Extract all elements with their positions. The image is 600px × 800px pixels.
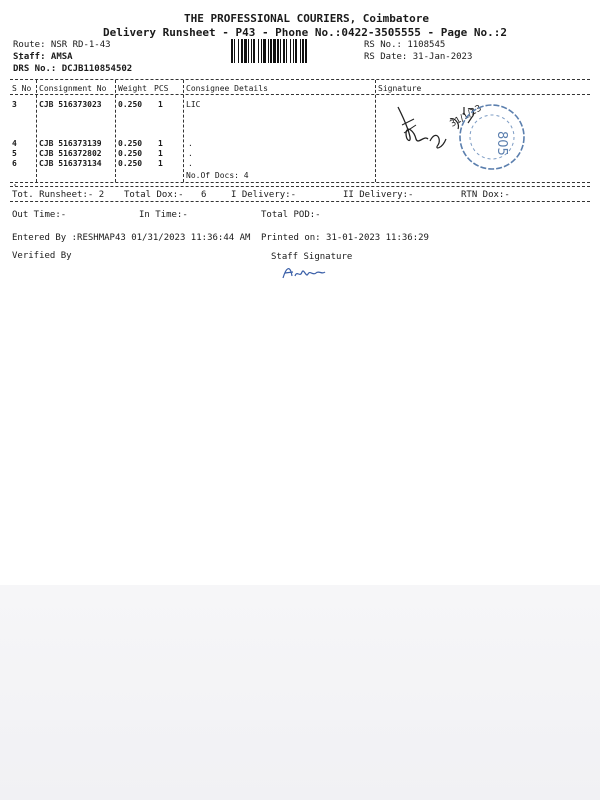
row-pcs: 1 bbox=[158, 139, 163, 148]
row-weight: 0.250 bbox=[118, 159, 143, 168]
barcode-bar bbox=[295, 39, 297, 63]
row-weight: 0.250 bbox=[118, 100, 143, 109]
totals-bottom-rule bbox=[10, 201, 590, 202]
barcode-bar bbox=[238, 39, 239, 63]
barcode-bar bbox=[244, 39, 247, 63]
row-sno: 4 bbox=[12, 139, 17, 148]
no-of-docs: No.Of Docs: 4 bbox=[186, 171, 249, 180]
staff-signature-label: Staff Signature bbox=[271, 252, 353, 262]
row-consignment: CJB 516373134 bbox=[39, 159, 102, 168]
company-title: THE PROFESSIONAL COURIERS, Coimbatore bbox=[184, 12, 430, 25]
drs-number: DRS No.: DCJB110854502 bbox=[13, 64, 133, 74]
column-header-weight: Weight bbox=[118, 84, 147, 93]
barcode bbox=[230, 39, 356, 63]
barcode-bar bbox=[268, 39, 269, 63]
row-consignee: LIC bbox=[186, 100, 201, 109]
barcode-bar bbox=[302, 39, 304, 63]
rs-date: RS Date: 31-Jan-2023 bbox=[364, 52, 473, 62]
row-weight: 0.250 bbox=[118, 139, 143, 148]
barcode-bar bbox=[241, 39, 243, 63]
row-consignment: CJB 516372802 bbox=[39, 149, 102, 158]
row-sno: 3 bbox=[12, 100, 17, 109]
barcode-bar bbox=[231, 39, 233, 63]
column-divider bbox=[115, 80, 116, 182]
barcode-bar bbox=[280, 39, 281, 63]
rs-number: RS No.: 1108545 bbox=[364, 40, 446, 50]
column-divider bbox=[183, 80, 184, 182]
total-runsheet: Tot. Runsheet:- 2 bbox=[12, 190, 105, 200]
barcode-bar bbox=[263, 39, 266, 63]
barcode-bar bbox=[273, 39, 276, 63]
runsheet-subtitle: Delivery Runsheet - P43 - Phone No.:0422-3505555 - Page No.:2 bbox=[103, 26, 507, 39]
column-divider bbox=[375, 80, 376, 182]
barcode-bar bbox=[290, 39, 291, 63]
row-sno: 6 bbox=[12, 159, 17, 168]
office-stamp bbox=[455, 100, 530, 175]
barcode-bar bbox=[234, 39, 235, 63]
barcode-bar bbox=[261, 39, 262, 63]
totals-top-rule bbox=[10, 186, 590, 187]
staff-label: Staff: AMSA bbox=[13, 52, 73, 62]
barcode-bar bbox=[300, 39, 301, 63]
first-delivery: I Delivery:- bbox=[231, 190, 297, 200]
row-weight: 0.250 bbox=[118, 149, 143, 158]
row-consignment: CJB 516373023 bbox=[39, 100, 102, 109]
verified-by: Verified By bbox=[12, 251, 72, 261]
barcode-bar bbox=[286, 39, 287, 63]
barcode-bar bbox=[270, 39, 272, 63]
staff-signature bbox=[280, 262, 328, 282]
barcode-bar bbox=[251, 39, 252, 63]
barcode-bar bbox=[258, 39, 259, 63]
row-sno: 5 bbox=[12, 149, 17, 158]
return-dox: RTN Dox:- bbox=[461, 190, 510, 200]
column-header-pcs: PCS bbox=[154, 84, 169, 93]
barcode-bar bbox=[283, 39, 285, 63]
signature-date: 31/1/23 bbox=[448, 103, 484, 130]
barcode-bar bbox=[248, 39, 249, 63]
in-time: In Time:- bbox=[139, 210, 188, 220]
row-pcs: 1 bbox=[158, 100, 163, 109]
out-time: Out Time:- bbox=[12, 210, 67, 220]
barcode-bar bbox=[253, 39, 255, 63]
barcode-bar bbox=[277, 39, 279, 63]
column-header-signature: Signature bbox=[378, 84, 422, 93]
column-divider bbox=[36, 80, 37, 182]
printed-on: Printed on: 31-01-2023 11:36:29 bbox=[261, 233, 429, 243]
route-label: Route: NSR RD-1-43 bbox=[13, 40, 111, 50]
table-top-rule bbox=[10, 79, 590, 80]
column-header-sno: S No bbox=[12, 84, 32, 93]
total-dox-value: 6 bbox=[201, 190, 207, 200]
row-consignee: . bbox=[188, 139, 193, 148]
row-pcs: 1 bbox=[158, 149, 163, 158]
column-header-consignee: Consignee Details bbox=[186, 84, 268, 93]
stamp-number: 805 bbox=[494, 131, 509, 156]
scan-background-shade bbox=[0, 585, 600, 800]
entered-by: Entered By :RESHMAP43 01/31/2023 11:36:44 AM bbox=[12, 233, 251, 243]
row-consignee: . bbox=[188, 159, 193, 168]
column-header-consignment: Consignment No bbox=[39, 84, 107, 93]
table-bottom-rule bbox=[10, 182, 590, 183]
row-consignee: . bbox=[188, 149, 193, 158]
total-pod: Total POD:- bbox=[261, 210, 321, 220]
barcode-bar bbox=[293, 39, 294, 63]
total-dox-label: Total Dox:- bbox=[124, 190, 184, 200]
row-consignment: CJB 516373139 bbox=[39, 139, 102, 148]
second-delivery: II Delivery:- bbox=[343, 190, 414, 200]
row-pcs: 1 bbox=[158, 159, 163, 168]
barcode-bar bbox=[305, 39, 307, 63]
